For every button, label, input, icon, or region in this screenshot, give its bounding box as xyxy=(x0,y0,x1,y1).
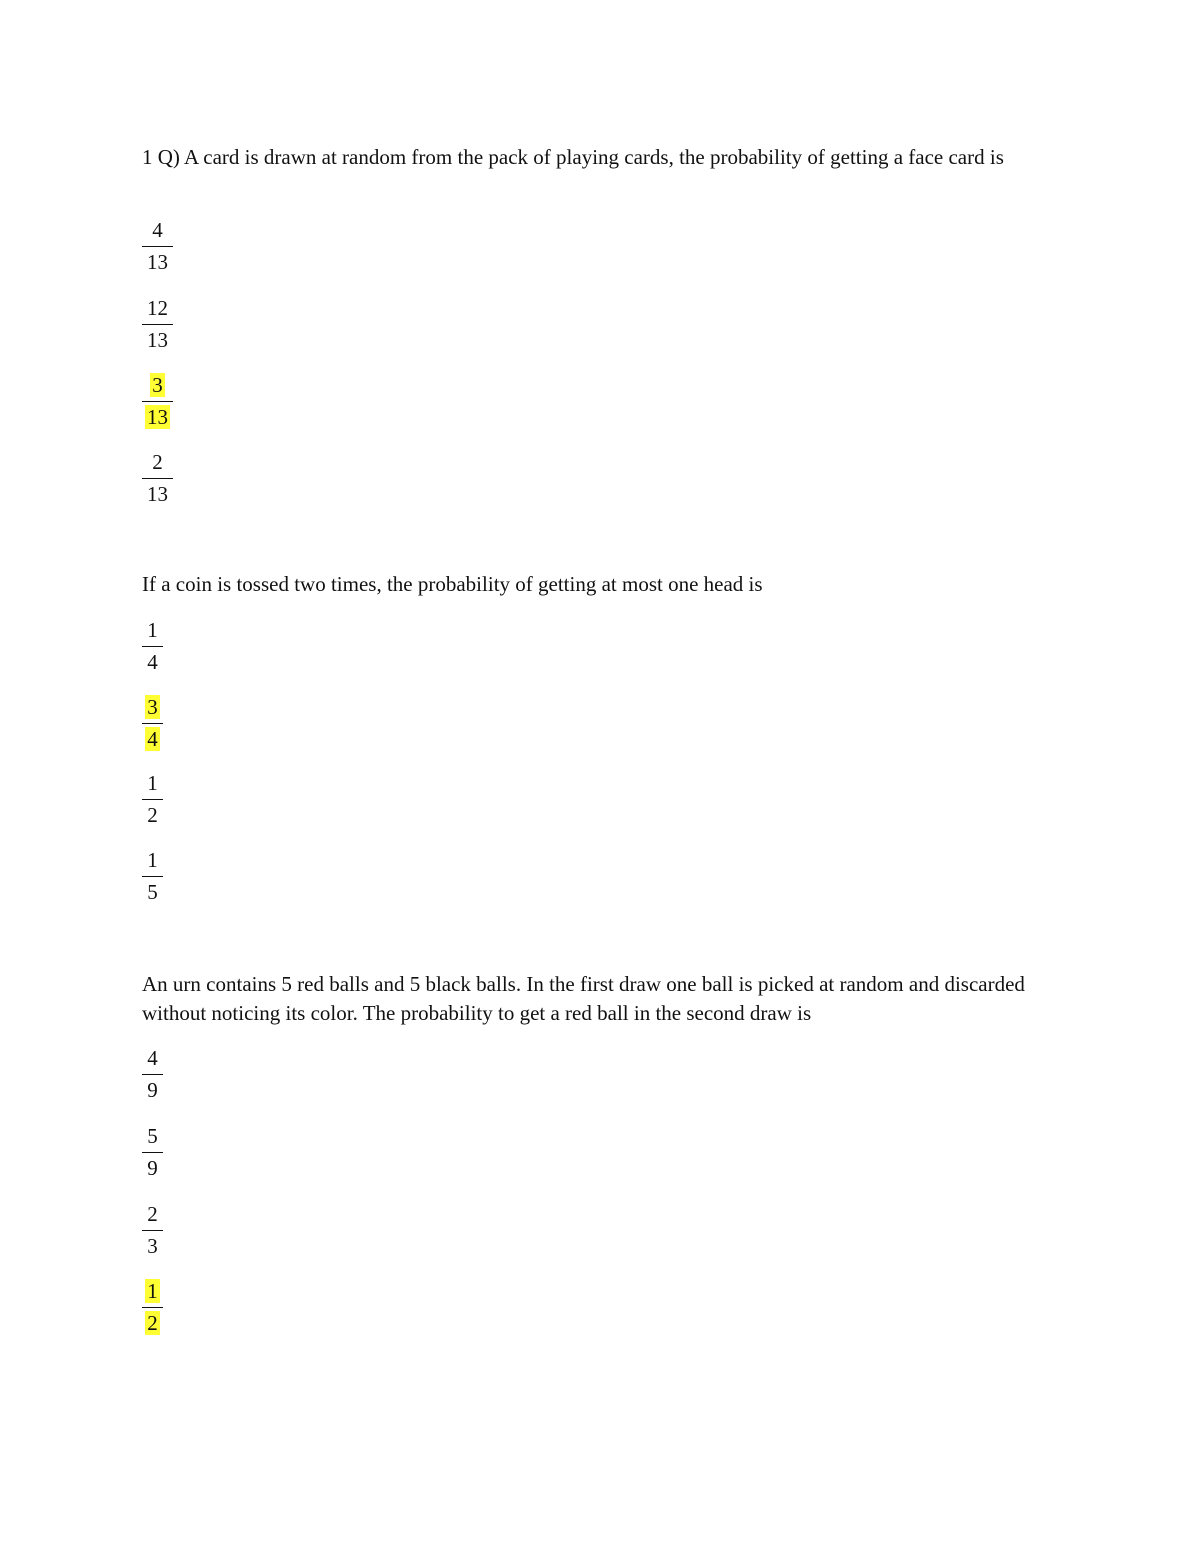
fraction-bar xyxy=(142,723,163,724)
option-fraction xyxy=(142,373,173,429)
question-2-text: If a coin is tossed two times, the probability of getting at most one head is xyxy=(142,572,763,596)
fraction-bar xyxy=(142,1074,163,1075)
fraction-numerator: 5 xyxy=(147,1124,158,1148)
fraction-denominator: 13 xyxy=(147,482,168,506)
fraction-denominator: 4 xyxy=(147,727,158,751)
option-fraction xyxy=(142,618,163,674)
question-3-text: An urn contains 5 red balls and 5 black balls. In the first draw one ball is picked at random and discarded without noticing its color. The probability to get a red ball in the second draw is xyxy=(142,972,1025,1025)
fraction-numerator: 1 xyxy=(147,618,158,642)
fraction-numerator: 2 xyxy=(152,450,163,474)
fraction-numerator: 1 xyxy=(147,1279,158,1303)
option-fraction xyxy=(142,218,173,274)
fraction-bar xyxy=(142,646,163,647)
option-fraction xyxy=(142,1279,163,1335)
fraction-bar xyxy=(142,324,173,325)
fraction-numerator: 1 xyxy=(147,848,158,872)
fraction-denominator: 3 xyxy=(147,1234,158,1258)
fraction-bar xyxy=(142,1230,163,1231)
fraction-denominator: 9 xyxy=(147,1078,158,1102)
option-fraction xyxy=(142,695,163,751)
fraction-numerator: 3 xyxy=(152,373,163,397)
question-2 xyxy=(142,570,1062,904)
question-1 xyxy=(142,143,1062,506)
fraction-numerator: 3 xyxy=(147,695,158,719)
fraction-bar xyxy=(142,876,163,877)
fraction-denominator: 13 xyxy=(147,328,168,352)
option-fraction xyxy=(142,848,163,904)
fraction-denominator: 13 xyxy=(147,405,168,429)
fraction-denominator: 13 xyxy=(147,250,168,274)
option-fraction xyxy=(142,450,173,506)
fraction-numerator: 1 xyxy=(147,771,158,795)
fraction-bar xyxy=(142,1152,163,1153)
option-fraction xyxy=(142,1046,163,1102)
fraction-denominator: 2 xyxy=(147,1311,158,1335)
fraction-denominator: 2 xyxy=(147,803,158,827)
fraction-denominator: 4 xyxy=(147,650,158,674)
question-3 xyxy=(142,970,1062,1335)
fraction-denominator: 5 xyxy=(147,880,158,904)
option-fraction xyxy=(142,1202,163,1258)
fraction-bar xyxy=(142,401,173,402)
fraction-numerator: 12 xyxy=(147,296,168,320)
fraction-denominator: 9 xyxy=(147,1156,158,1180)
option-fraction xyxy=(142,1124,163,1180)
fraction-bar xyxy=(142,246,173,247)
option-fraction xyxy=(142,771,163,827)
question-1-text: 1 Q) A card is drawn at random from the pack of playing cards, the probability of getting a face card is xyxy=(142,145,1004,169)
option-fraction xyxy=(142,296,173,352)
fraction-numerator: 4 xyxy=(147,1046,158,1070)
fraction-numerator: 4 xyxy=(152,218,163,242)
fraction-bar xyxy=(142,799,163,800)
fraction-numerator: 2 xyxy=(147,1202,158,1226)
fraction-bar xyxy=(142,478,173,479)
fraction-bar xyxy=(142,1307,163,1308)
